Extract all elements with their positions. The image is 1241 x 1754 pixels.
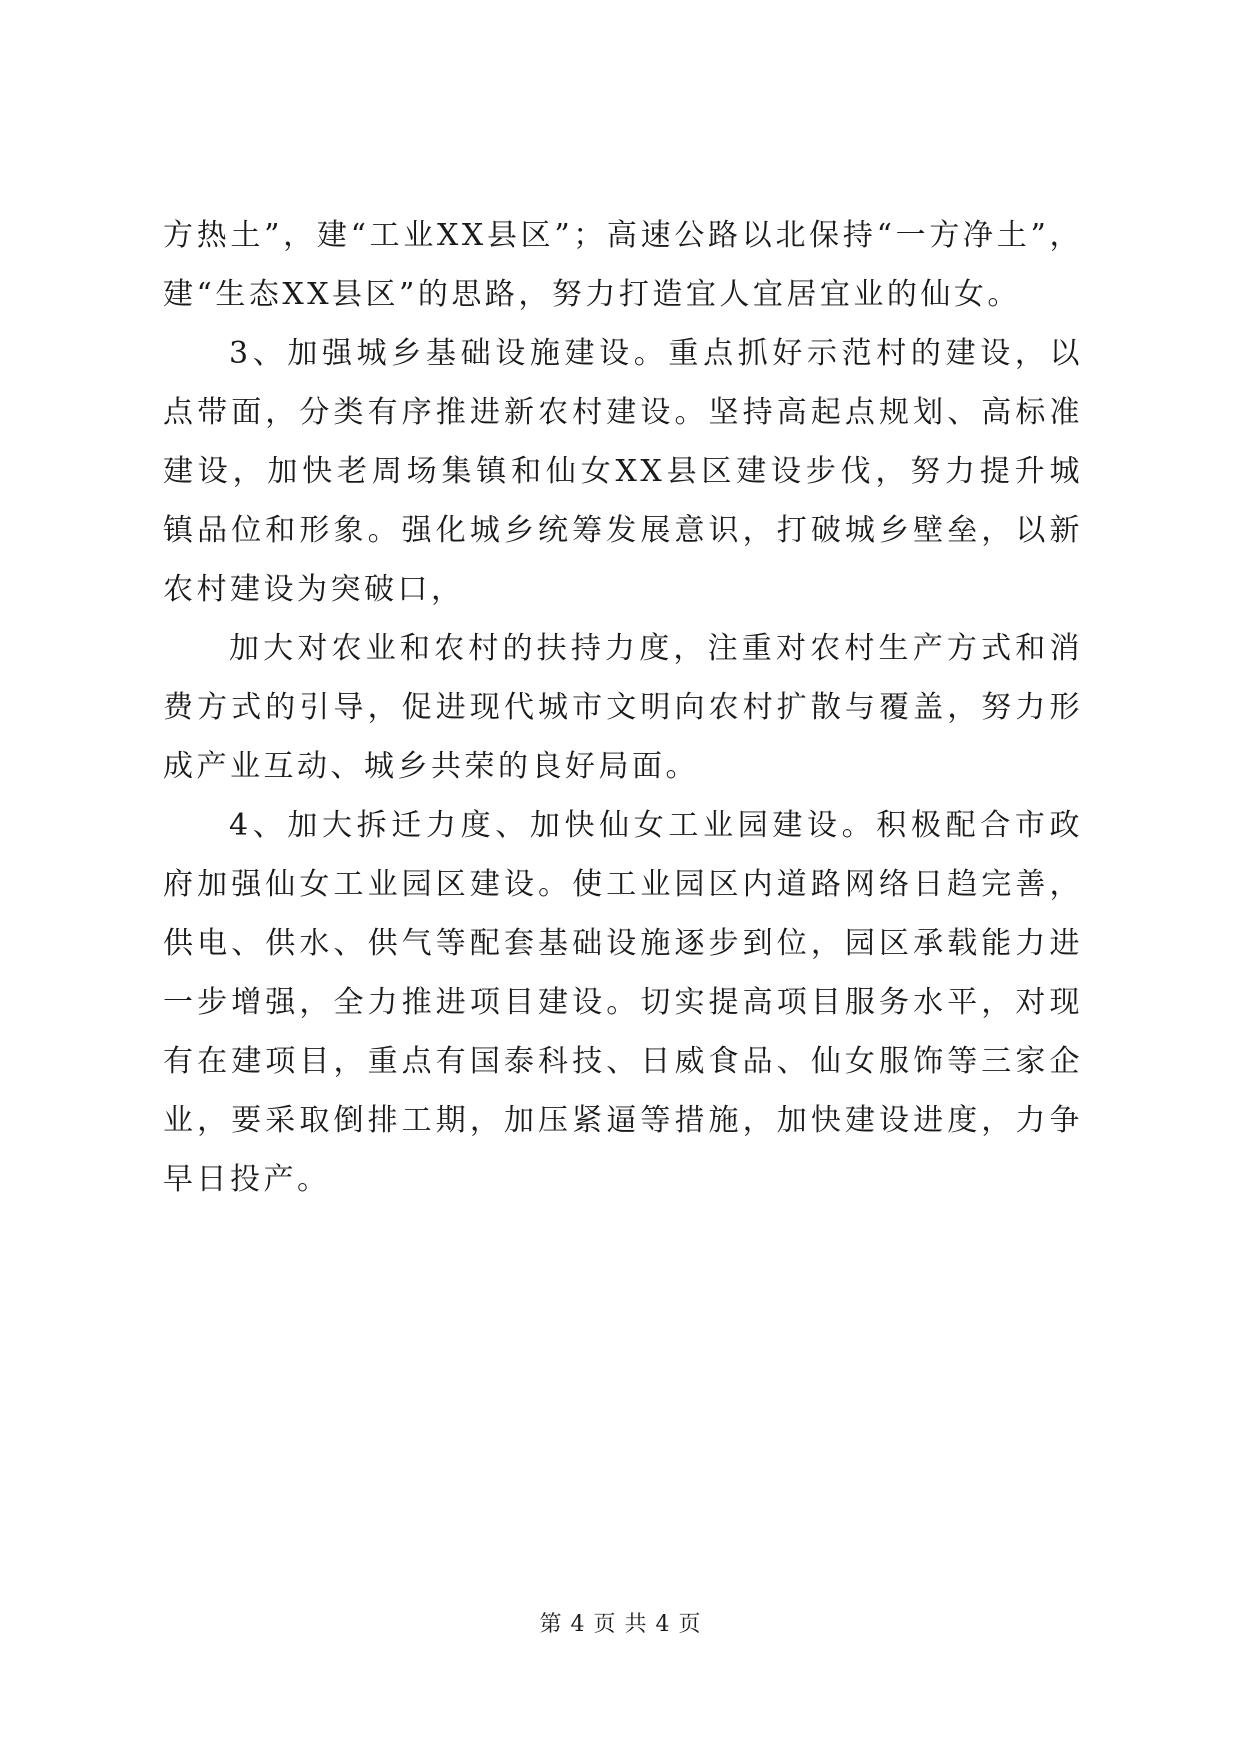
paragraph-item-3: 3、加强城乡基础设施建设。重点抓好示范村的建设，以点带面，分类有序推进新农村建设。坚持高起点规划、高标准建设，加快老周场集镇和仙女XX县区建设步伐，努力提升城镇品位和形象。强化城乡统筹发展意识，打破城乡壁垒，以新农村建设为突破口， bbox=[163, 336, 1083, 607]
paragraph-item-4: 4、加大拆迁力度、加快仙女工业园建设。积极配合市政府加强仙女工业园区建设。使工业园区内道路网络日趋完善，供电、供水、供气等配套基础设施逐步到位，园区承载能力进一步增强，全力推进项目建设。切实提高项目服务水平，对现有在建项目，重点有国泰科技、日威食品、仙女服饰等三家企业，要采取倒排工期，加压紧逼等措施，加快建设进度，力争早日投产。 bbox=[163, 808, 1083, 1197]
document-body bbox=[163, 206, 1083, 1209]
page-footer bbox=[0, 1610, 1241, 1640]
paragraph-support: 加大对农业和农村的扶持力度，注重对农村生产方式和消费方式的引导，促进现代城市文明向农村扩散与覆盖，努力形成产业互动、城乡共荣的良好局面。 bbox=[163, 631, 1083, 784]
page-number-label: 第 4 页 共 4 页 bbox=[539, 1612, 702, 1637]
paragraph-continuation: 方热土”，建“工业XX县区”；高速公路以北保持“一方净土”，建“生态XX县区”的思路，努力打造宜人宜居宜业的仙女。 bbox=[163, 218, 1083, 312]
